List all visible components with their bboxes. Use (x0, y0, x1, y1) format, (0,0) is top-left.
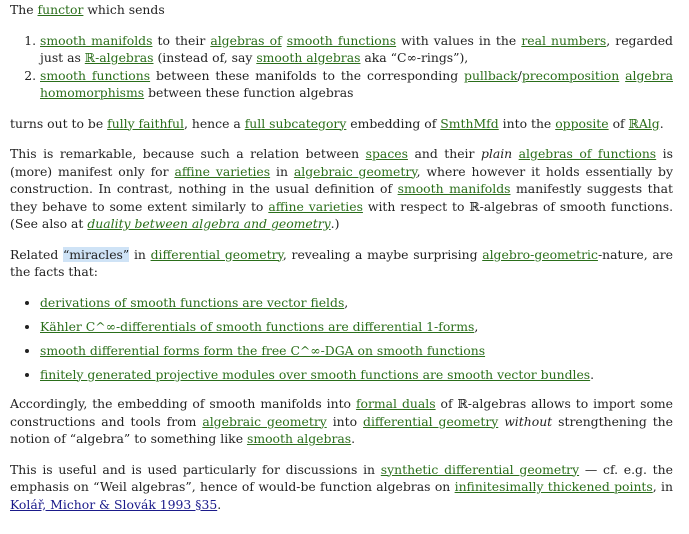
text: -nature, are the facts that: (10, 246, 673, 279)
text: of ℝ-algebras allows to import some constructions and tools from (10, 396, 673, 429)
text: , (474, 318, 479, 334)
text: turns out to be (10, 115, 108, 131)
link-list-0-8[interactable]: ℝ-algebras (84, 50, 154, 65)
emphasis: without (504, 413, 553, 429)
link-duality-algebra-geometry[interactable]: duality between algebra and geometry (87, 216, 331, 231)
text: into (326, 413, 364, 429)
text: / (517, 67, 522, 83)
link-infinitesimally-thickened-points[interactable]: infinitesimally thickened points (454, 479, 653, 494)
accordingly-paragraph (10, 395, 673, 448)
intro-paragraph (10, 1, 673, 19)
text: into the (498, 115, 556, 131)
text: . (659, 115, 664, 131)
text: in (270, 163, 294, 179)
link-spaces[interactable]: spaces (365, 146, 408, 161)
link-list-1-6[interactable]: algebra homomorphisms (40, 67, 673, 100)
highlighted-text: “miracles” (62, 246, 130, 262)
link-fact-kahler[interactable]: Kähler C^∞-differentials of smooth functions are differential 1-forms (40, 318, 475, 334)
link-fact-bundles[interactable]: finitely generated projective modules over smooth functions are smooth vector bundles (40, 366, 591, 382)
text: . (590, 366, 595, 382)
text: This is useful and is used particularly for discussions in (10, 461, 381, 477)
remarkable-paragraph (10, 145, 673, 233)
link-algebro-geometric[interactable]: algebro-geometric (482, 246, 598, 262)
fully-faithful-paragraph (10, 115, 673, 133)
text: Accordingly, the embedding of smooth manifolds into (10, 396, 356, 411)
text: which sends (83, 2, 165, 17)
link-functor[interactable]: functor (37, 2, 84, 17)
link-smthmfd[interactable]: SmthMfd (440, 115, 499, 131)
related-paragraph (10, 246, 673, 281)
text: The (10, 2, 38, 17)
emphasis: plain (480, 146, 513, 161)
link-list-1-4[interactable]: precomposition (521, 67, 620, 83)
link-list-0-0[interactable]: smooth manifolds (40, 32, 153, 48)
link-algebras-of-functions[interactable]: algebras of functions (518, 146, 657, 161)
text: , revealing a maybe surprising (282, 246, 483, 262)
link-affine-varieties-2[interactable]: affine varieties (268, 198, 363, 214)
link-list-0-10[interactable]: smooth algebras (256, 50, 361, 65)
text: , hence a (183, 115, 245, 131)
text: between these manifolds to the corresponding (150, 67, 465, 83)
text: , (344, 294, 349, 310)
link-fully-faithful[interactable]: fully faithful (107, 115, 184, 131)
text: embedding of (346, 115, 441, 131)
text: between these function algebras (144, 85, 354, 100)
text: .) (330, 216, 340, 231)
list-item (40, 294, 673, 312)
link-list-0-2[interactable]: algebras of (210, 32, 282, 48)
link-opposite[interactable]: opposite (555, 115, 609, 131)
text: aka “C∞-rings”), (360, 50, 469, 65)
facts-list (10, 294, 673, 384)
link-full-subcategory[interactable]: full subcategory (244, 115, 347, 131)
text: is (more) manifest only for (10, 146, 673, 179)
text: of (608, 115, 629, 131)
link-differential-geometry-2[interactable]: differential geometry (363, 413, 499, 429)
text: to their (152, 32, 211, 48)
text: strengthening the notion of “algebra” to something like (10, 413, 673, 446)
text: , where however it holds essentially by construction. In contrast, nothing in the usual definition of (10, 163, 673, 196)
link-list-0-6[interactable]: real numbers (521, 32, 607, 48)
text: — cf. e.g. the emphasis on “Weil algebras”, hence of would-be function algebras on (10, 461, 673, 494)
text: , regarded just as (40, 32, 673, 65)
text: This is remarkable, because such a relation between (10, 146, 366, 161)
list-item (40, 342, 673, 360)
link-list-1-2[interactable]: pullback (464, 67, 518, 83)
text: in (129, 246, 151, 262)
text: with values in the (396, 32, 522, 48)
link-fact-derivations[interactable]: derivations of smooth functions are vector fields (40, 294, 345, 310)
link-algebraic-geometry-2[interactable]: algebraic geometry (202, 413, 327, 429)
useful-paragraph (10, 461, 673, 514)
link-fact-dga[interactable]: smooth differential forms form the free C^∞-DGA on smooth functions (40, 342, 486, 358)
text: . (351, 431, 356, 446)
text: (instead of, say (153, 50, 257, 65)
link-differential-geometry[interactable]: differential geometry (150, 246, 283, 262)
link-smooth-algebras[interactable]: smooth algebras (246, 431, 352, 446)
list-item (40, 67, 673, 102)
text: and their (407, 146, 481, 161)
text: . (217, 496, 222, 512)
link-formal-duals[interactable]: formal duals (355, 396, 436, 411)
list-item (40, 318, 673, 336)
link-ralg[interactable]: ℝAlg (628, 115, 660, 131)
link-algebraic-geometry[interactable]: algebraic geometry (293, 163, 417, 179)
link-kms-reference[interactable]: Kolář, Michor & Slovák 1993 §35 (10, 496, 218, 512)
link-list-1-0[interactable]: smooth functions (40, 67, 151, 83)
list-item (40, 32, 673, 67)
text: manifestly suggests that they behave to some extent similarly to (10, 181, 673, 214)
list-item (40, 366, 673, 384)
link-list-0-4[interactable]: smooth functions (286, 32, 397, 48)
text: , in (652, 479, 673, 494)
functor-definition-list (10, 32, 673, 102)
link-affine-varieties[interactable]: affine varieties (174, 163, 271, 179)
link-smooth-manifolds[interactable]: smooth manifolds (397, 181, 511, 196)
text: with respect to ℝ-algebras of smooth functions. (See also at (10, 198, 674, 231)
link-synthetic-differential-geometry[interactable]: synthetic differential geometry (380, 461, 580, 477)
text: Related (10, 246, 63, 262)
